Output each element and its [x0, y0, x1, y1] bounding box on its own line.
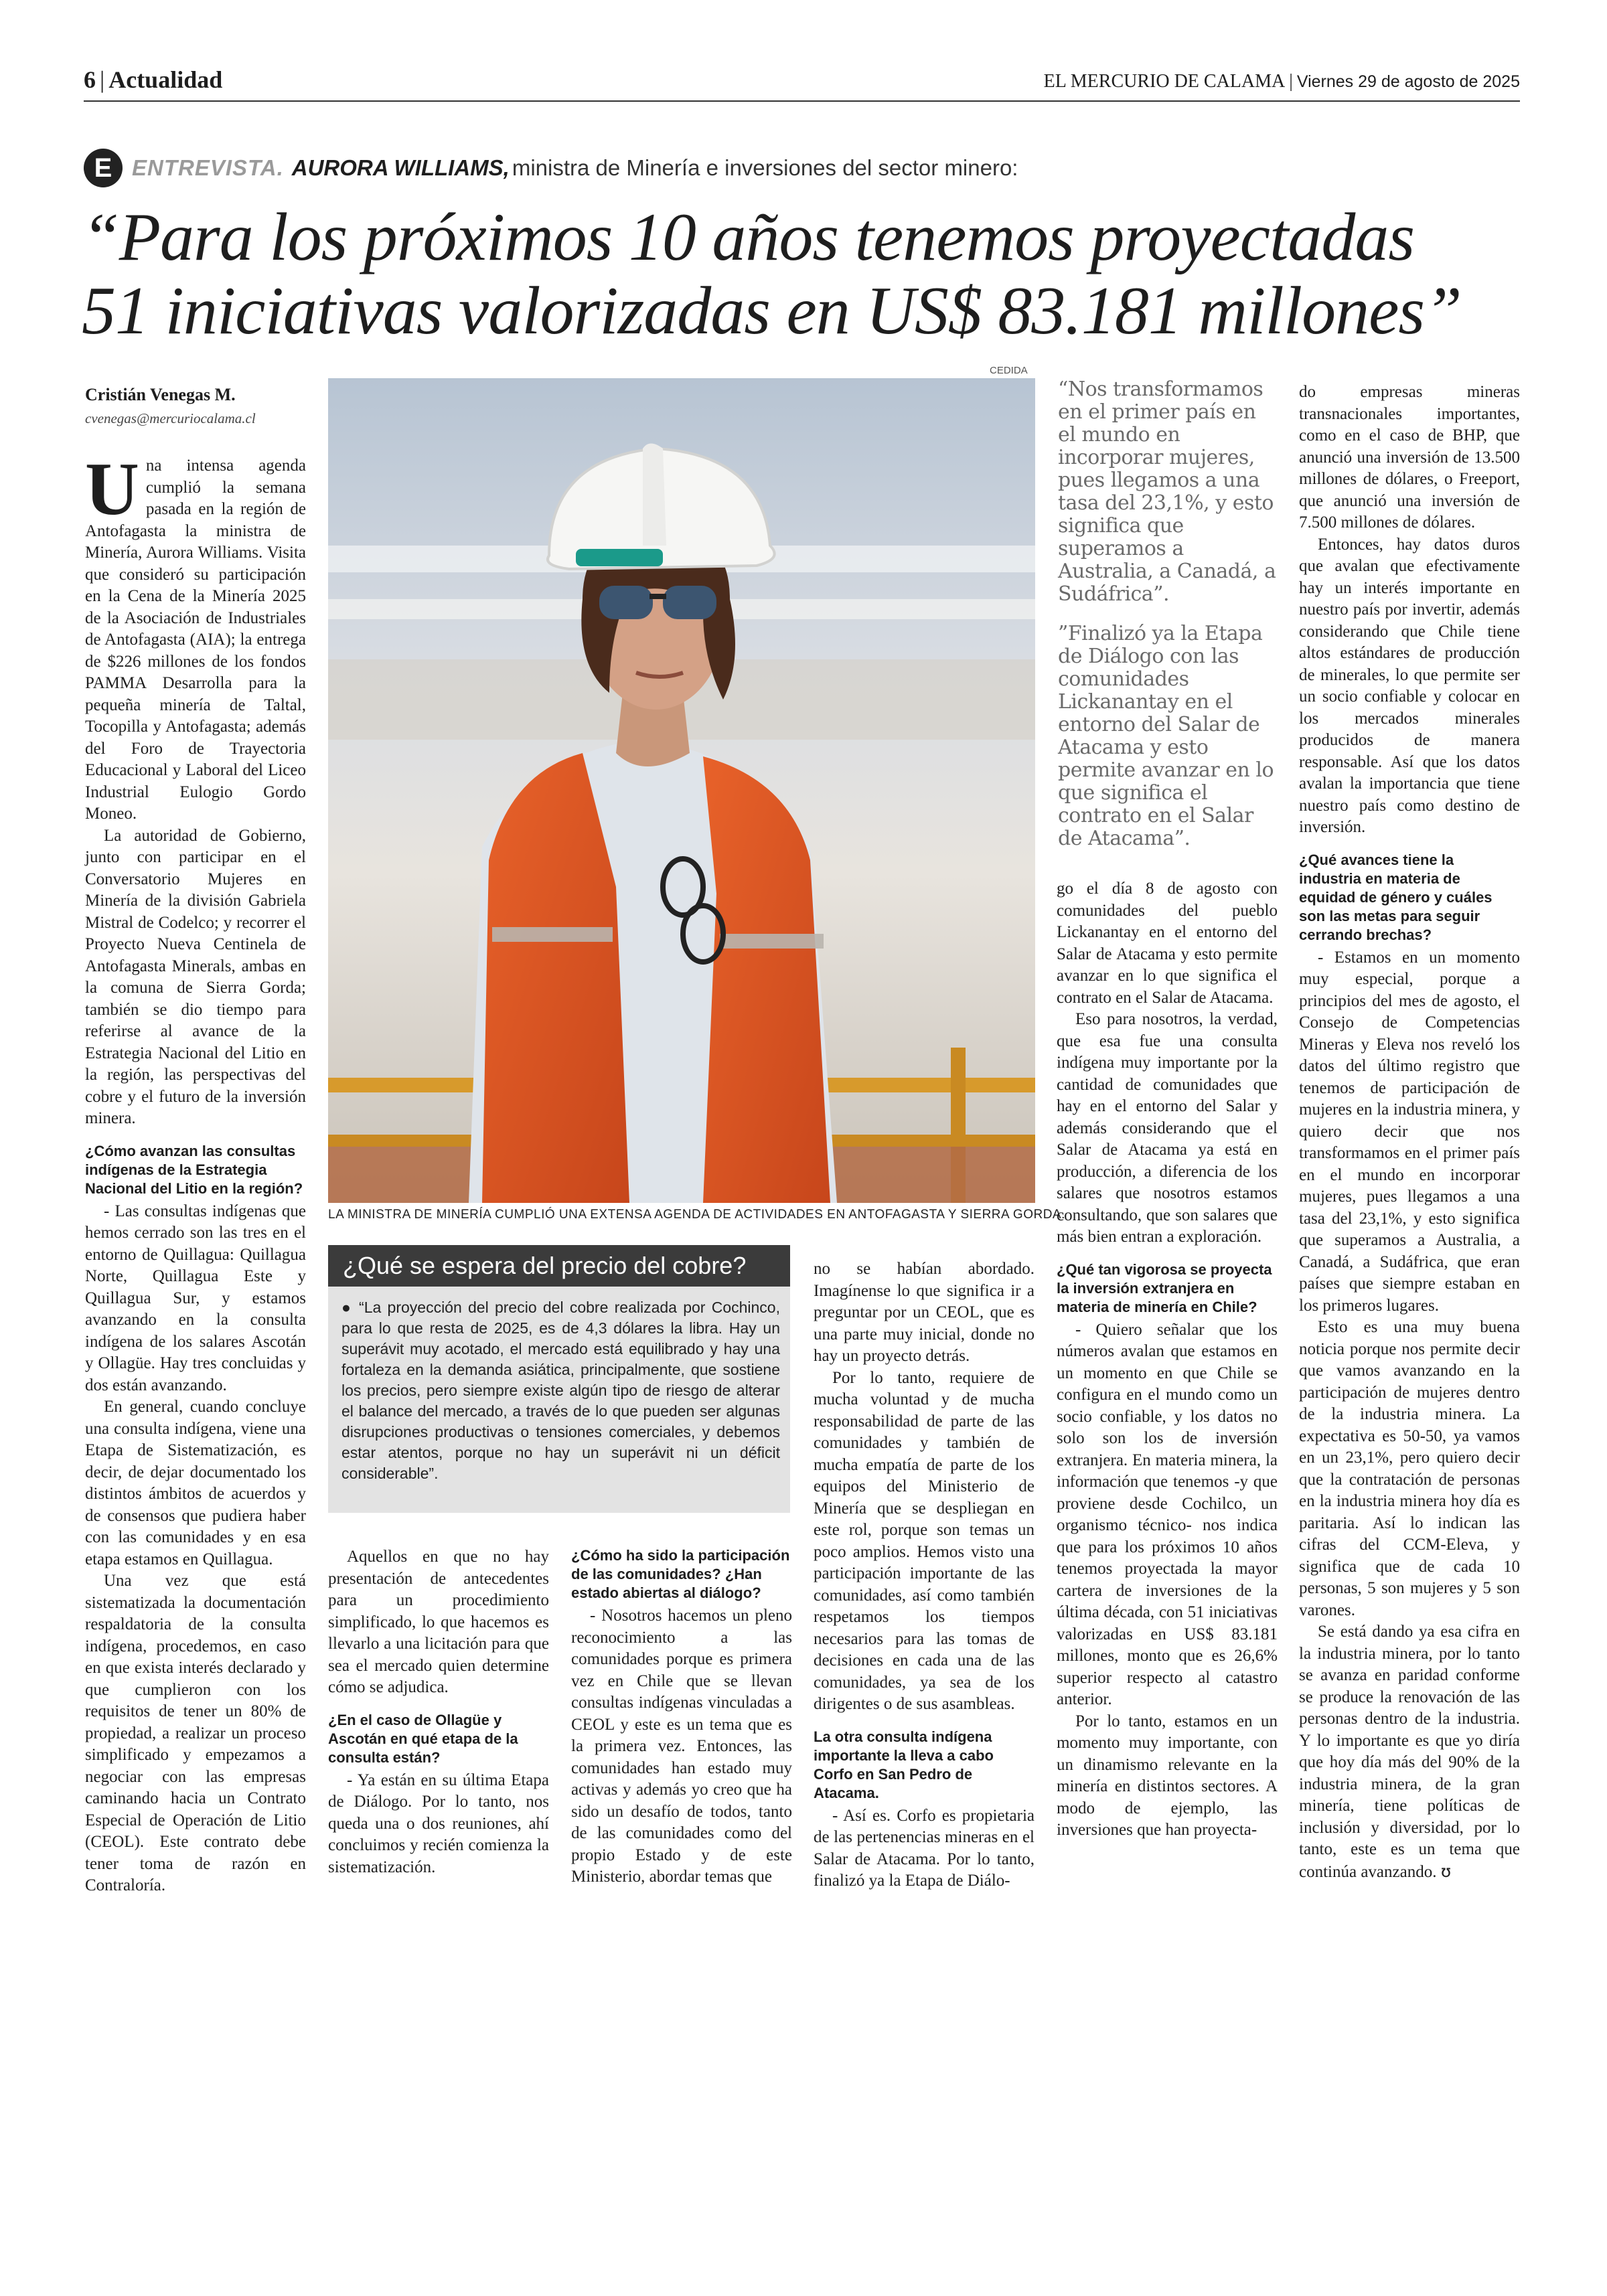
paragraph: Por lo tanto, estamos en un momento muy importante, con un dinamismo relevante en la minería en distintos sectores. A modo de ejemplo, las inversiones que han proyecta- [1057, 1712, 1278, 1839]
header-separator: | [1289, 71, 1293, 92]
pull-quote-2: ”Finalizó ya la Etapa de Diálogo con las comunidades Lickanantay en el entorno del Salar de Atacama y esto permite avanzar en lo que significa el contrato en el Salar de Atacama”. [1058, 622, 1274, 850]
kicker [84, 149, 1018, 187]
kicker-name: AURORA WILLIAMS, [291, 155, 510, 180]
paragraph-text: na intensa agenda cumplió la semana pasada en la región de Antofagasta la ministra de Minería, Aurora Williams. Visita que consideró su participación en la Cena de la Minería 2025 de la Asociación de Industriales de Antofagasta (AIA); la entrega de $226 millones de los fondos PAMMA Desarrolla para la pequeña minería de Taltal, Tocopilla y Antofagasta; además del Foro de Trayectoria Educacional y Laboral del Liceo Industrial Eulogio Gordo Moneo. [85, 457, 306, 823]
copper-box-body [341, 1297, 780, 1484]
pull-quote-1: “Nos transformamos en el primer país en el mundo en incorporar mujeres, pues llegamos a una tasa del 23,1%, y esto significa que superamos a Australia, a Canadá, a Sudáfrica”. [1058, 378, 1276, 606]
end-mark-icon: ʊ [1440, 1861, 1452, 1881]
byline-author: Cristián Venegas M. [85, 385, 236, 404]
kicker-role: ministra de Minería e inversiones del sector minero: [512, 155, 1018, 180]
article-column-2 [328, 1546, 549, 1878]
interview-question: La otra consulta indígena importante la lleva a cabo Corfo en San Pedro de Atacama. [814, 1728, 994, 1801]
paragraph: - Así es. Corfo es propietaria de las pertenencias mineras en el Salar de Atacama. Por lo tanto, finalizó ya la Etapa de Diálo- [814, 1806, 1035, 1890]
article-column-3 [571, 1546, 792, 1888]
kicker-label: ENTREVISTA. [132, 155, 284, 180]
minister-photo [328, 378, 1035, 1203]
article-column-4 [814, 1258, 1035, 1892]
paragraph: - Estamos en un momento muy especial, porque a principios del mes de agosto, el Consejo de Competencias Mineras y Eleva nos reveló los datos del último registro que tenemos de participación de mujeres en la industria minera, y quiero decir que nos transformamos en el primer país en el mundo en incorporar mujeres, pues llegamos a una tasa del 23,1%, y esto significa que superamos a Australia, a Canadá, a Sudáfrica, que eran países que siempre estaban en los primeros lugares. [1299, 948, 1520, 1315]
paragraph: go el día 8 de agosto con comunidades del pueblo Lickanantay en el entorno del Salar de Atacama y esto permite avanzar en lo que significa el contrato en el Salar de Atacama. [1057, 880, 1278, 1007]
interview-question: ¿Cómo avanzan las consultas indígenas de la Estrategia Nacional del Litio en la región? [85, 1142, 303, 1197]
article-column-5 [1057, 878, 1278, 1841]
paragraph: - Las consultas indígenas que hemos cerrado son las tres en el entorno de Quillagua: Quillagua Norte, Quillagua Este y Quillagua Sur, y estamos avanzando en la consulta indígena de los salares Ascotán y Ollagüe. Hay tres concluidas y dos están avanzando. [85, 1202, 306, 1394]
interview-question: ¿En el caso de Ollagüe y Ascotán en qué etapa de la consulta están? [328, 1711, 518, 1766]
paragraph: - Quiero señalar que los números avalan que estamos en un momento en que Chile se configura en el mundo como un socio confiable, y los datos no solo son los de inversión extranjera. En materia minera, la información que tenemos -y que proviene desde Cochilco, un organismo técnico- nos indica que para los próximos 10 años tenemos proyectada la mayor cartera de inversiones de la última década, con 51 iniciativas valorizadas en US$ 83.181 millones, monto que es 26,6% superior respecto al catastro anterior. [1057, 1320, 1278, 1708]
headline [82, 201, 1541, 348]
page-header-section [84, 66, 222, 94]
paragraph: Esto es una muy buena noticia porque nos permite decir que vamos avanzando en la participación de mujeres dentro de la industria minera. La expectativa es 50-50, ya vamos en un 23,1%, pero quiero decir que la contratación de personas en la industria minera hoy día es paritaria. Así lo indican las cifras del CCM-Eleva, y significa que de cada 10 personas, 5 son mujeres y 5 son varones. [1299, 1318, 1520, 1619]
drop-cap: U [85, 448, 139, 531]
paragraph: - Ya están en su última Etapa de Diálogo. Por lo tanto, nos queda una o dos reuniones, ahí concluimos y recién comienza la sistematización. [328, 1771, 549, 1876]
page-header-publication [1044, 71, 1520, 92]
article-column-6 [1299, 382, 1520, 1883]
paragraph: Eso para nosotros, la verdad, que esa fue una consulta indígena muy importante por la cantidad de comunidades que hay en el entorno del Salar y además considerando que el Salar de Atacama ya está en producción, a diferencia de los salares que nosotros estamos consultando, que son salares que más bien entran a exploración. [1057, 1010, 1278, 1246]
photo-caption: LA MINISTRA DE MINERÍA CUMPLIÓ UNA EXTENSA AGENDA DE ACTIVIDADES EN ANTOFAGASTA Y SIERRA GORDA. [328, 1208, 1065, 1222]
minister-photo-illustration [328, 378, 1035, 1203]
lead-paragraph [85, 448, 306, 825]
byline-email: cvenegas@mercuriocalama.cl [85, 410, 256, 426]
copper-box-text: “La proyección del precio del cobre realizada por Cochinco, para lo que resta de 2025, es de 4,3 dólares la libra. Hay un superávit muy acotado, el mercado está equilibrado y hay una fortaleza en la demanda asiática, principalmente, que sostiene los precios, pero siempre existe algún tipo de riesgo de alterar el balance del mercado, a través de lo que pueden ser algunas disrupciones productivas o tensiones comerciales, y debemos estar atentos, porque no hay un superávit ni un déficit considerable”. [341, 1299, 780, 1482]
photo-credit: CEDIDA [990, 365, 1028, 376]
paragraph: Aquellos en que no hay presentación de antecedentes para un procedimiento simplificado, lo que hacemos es llevarlo a una licitación para que sea el mercado quien determine cómo se adjudica. [328, 1548, 549, 1696]
bullet-icon: ● [341, 1299, 360, 1316]
paragraph: Una vez que está sistematizada la documentación respaldatoria de la consulta indígena, procedemos, en caso en que exista interés declarado y que cumplieron con los requisitos de tener un 80% de propiedad, a realizar un proceso simplificado y empezamos a negociar con las empresas caminando hacia un Contrato Especial de Operación de Litio (CEOL). Este contrato debe tener toma de razón en Contraloría. [85, 1572, 306, 1894]
interview-question: ¿Qué tan vigorosa se proyecta la inversión extranjera en materia de minería en Chile? [1057, 1260, 1272, 1315]
paragraph: - Nosotros hacemos un pleno reconocimiento a las comunidades porque es primera vez en Chile que se llevan consultas indígenas vinculadas a CEOL y este es un tema que es la primera vez. Entonces, las comunidades han estado muy activas y además yo creo que ha sido un desafío de todos, tanto de las comunidades como del propio Estado y de este Ministerio, abordar temas que [571, 1607, 792, 1886]
publication-name: EL MERCURIO DE CALAMA [1043, 71, 1286, 92]
paragraph: Por lo tanto, requiere de mucha voluntad y de mucha responsabilidad de parte de las comunidades y también de mucha empatía de parte de los equipos del Ministerio de Minería que se despliegan en este rol, porque son temas un poco amplios. Hemos visto una participación importante de las comunidades, así como también respetamos los tiempos necesarios para las tomas de decisiones en cada una de las comunidades, ya sea de los dirigentes o de sus asambleas. [814, 1368, 1035, 1713]
interview-question: ¿Cómo ha sido la participación de las comunidades? ¿Han estado abiertas al diálogo? [571, 1547, 790, 1601]
paragraph [1299, 1621, 1520, 1883]
headline-line-1: “Para los próximos 10 años tenemos proyectadas [82, 199, 1415, 275]
page-number: 6 [84, 66, 96, 93]
paragraph: En general, cuando concluye una consulta indígena, viene una Etapa de Sistematización, es decir, de dejar documentado los distintos ámbitos de acuerdos y de consensos que pudiera haber con las comunidades y en esa etapa estamos en Quillagua. [85, 1398, 306, 1568]
paragraph: do empresas mineras transnacionales importantes, como en el caso de BHP, que anunció una inversión de 13.500 millones de dólares, o Freeport, que anunció una inversión de 7.500 millones de dólares. [1299, 383, 1520, 531]
interview-question: ¿Qué avances tiene la industria en materia de equidad de género y cuáles son las metas para seguir cerrando brechas? [1299, 851, 1493, 943]
paragraph-text: Se está dando ya esa cifra en la industria minera, por lo tanto se avanza en paridad conforme se produce la renovación de las personas dentro de la industria. Y lo importante es que yo diría que hoy día más del 90% de la industria minera, de la gran minería, tiene políticas de inclusión y diversidad, por lo tanto, este es un tema que continúa avanzando. [1299, 1623, 1520, 1881]
paragraph: Entonces, hay datos duros que avalan que efectivamente hay un interés importante en nuestro país por invertir, además considerando que Chile tiene altos estándares de producción de minerales, lo que permite ser un socio confiable y colocar en los mercados minerales producidos de manera responsable. Así que los datos avalan la importancia que tiene nuestro país como destino de inversión. [1299, 535, 1520, 836]
paragraph: La autoridad de Gobierno, junto con participar en el Conversatorio Mujeres en Minería de la división Gabriela Mistral de Codelco; y recorrer el Proyecto Nueva Centinela de Antofagasta Minerals, ambas en la comuna de Sierra Gorda; también se dio tiempo para referirse al avance de la Estrategia Nacional del Litio en la región, las perspectivas del cobre y el futuro de la inversión minera. [85, 826, 306, 1127]
interview-badge: E [84, 149, 123, 187]
headline-line-2: 51 iniciativas valorizadas en US$ 83.181 millones” [82, 273, 1462, 349]
header-rule [84, 100, 1520, 102]
publication-date: Viernes 29 de agosto de 2025 [1296, 72, 1520, 91]
header-separator: | [100, 66, 105, 93]
article-column-1 [85, 448, 306, 1897]
copper-box-title: ¿Qué se espera del precio del cobre? [328, 1245, 790, 1287]
paragraph: no se habían abordado. Imagínense lo que significa ir a preguntar por un CEOL, que es una parte muy inicial, donde no hay un proyecto detrás. [814, 1260, 1035, 1365]
section-name: Actualidad [108, 66, 223, 93]
